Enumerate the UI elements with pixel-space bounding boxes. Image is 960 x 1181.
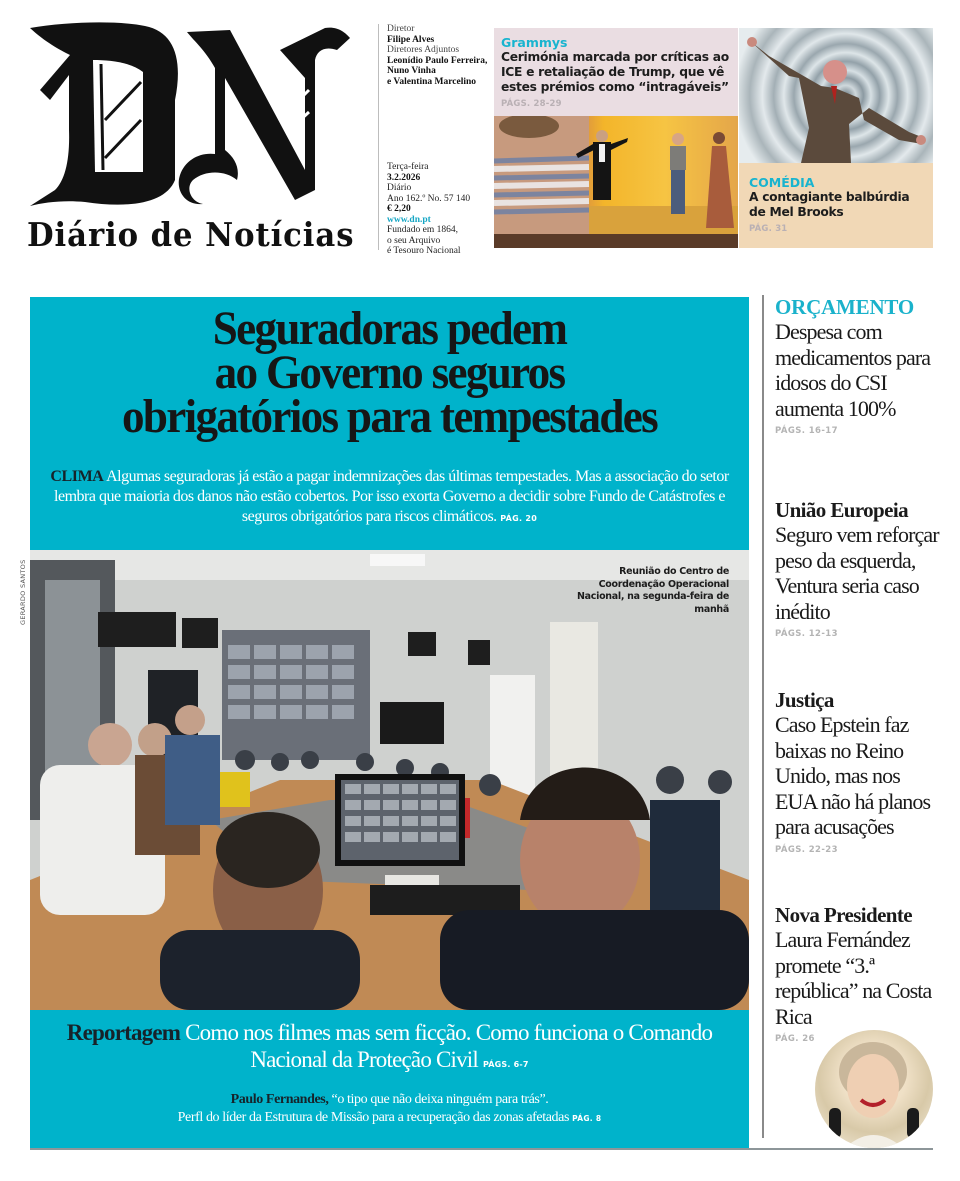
lead-headline-line-3: obrigatórios para tempestades [122, 390, 657, 443]
teaser-kicker: COMÉDIA [749, 175, 815, 190]
teaser-headline: A contagiante balbúrdia de Mel Brooks [749, 190, 910, 219]
price: € 2,20 [387, 204, 411, 214]
command-center-photo [30, 550, 749, 1010]
report-text: Como nos filmes mas sem ficção. Como funciona o Comando Nacional da Proteção Civil [185, 1020, 713, 1072]
page-reference: PÁGS. 22-23 [775, 844, 838, 855]
page-reference: PÁG. 31 [749, 224, 788, 234]
frequency: Diário [387, 183, 412, 193]
teaser-kicker: Grammys [501, 35, 568, 50]
deputy-name-1: Leonídio Paulo Ferreira, [387, 55, 488, 66]
founded-line-2: o seu Arquivo [387, 235, 441, 246]
teaser-comedia[interactable] [739, 28, 933, 248]
page-reference: PÁG. 26 [775, 1034, 815, 1044]
sidebar-headline: Despesa com medicamentos para idosos do CSI aumenta 100% [775, 319, 931, 421]
teaser-headline: Cerimónia marcada por críticas ao ICE e retaliação de Trump, que vê estes prémios como “intragáveis” [501, 50, 729, 94]
report-teaser[interactable] [30, 1019, 749, 1078]
section-kicker: Reportagem [66, 1020, 181, 1045]
deputy-name-2: Nuno Vinha [387, 66, 436, 76]
comedia-photo-illustration-icon [739, 28, 933, 163]
page-reference: PÁGS. 16-17 [775, 426, 838, 436]
issue-date: 3.2.2026 [387, 172, 421, 183]
profile-name: Paulo Fernandes, [230, 1092, 329, 1107]
dn-blackletter-logo-icon [25, 20, 355, 210]
founded-line-3: é Tesouro Nacional [387, 246, 461, 256]
founded-line-1: Fundado em 1864, [387, 225, 458, 235]
meeting-room-illustration-icon [30, 550, 749, 1010]
sidebar-item-justica[interactable] [775, 688, 945, 855]
director-name: Filipe Alves [387, 34, 435, 45]
director-label: Diretor [387, 24, 415, 34]
logo-wordmark: Diário de Notícias [27, 215, 355, 254]
column-divider [762, 295, 764, 1138]
deputy-name-3: e Valentina Marcelino [387, 76, 477, 87]
sidebar-headline: Laura Fernández promete “3.ª república” na Costa Rica [775, 927, 932, 1029]
standfirst-text: Algumas seguradoras já estão a pagar indemnizações das últimas tempestades. Mas a associação do setor lembra que maioria dos danos não estão cobertos. Por isso exorta Governo a decidir sobre Fundo de Catástrofes e seguros obrigatórios para riscos climáticos. [54, 468, 729, 525]
portrait-illustration-icon [815, 1030, 933, 1148]
sidebar-kicker: Justiça [775, 688, 834, 712]
sidebar-item-uniao-europeia[interactable] [775, 498, 945, 639]
sidebar-kicker: ORÇAMENTO [775, 295, 914, 319]
page-reference: PÁG. 20 [500, 514, 538, 523]
page-reference: PÁGS. 28-29 [501, 99, 562, 109]
photo-caption: Reunião do Centro de Coordenação Operacional Nacional, na segunda-feira de manhã [577, 566, 729, 615]
deputy-label: Diretores Adjuntos [387, 45, 460, 55]
issue-number: Ano 162.º No. 57 140 [387, 193, 471, 204]
profile-teaser[interactable] [30, 1091, 749, 1128]
profile-text: Perfl do líder da Estrutura de Missão para a recuperação das zonas afetadas [177, 1110, 569, 1125]
grammys-stage-photo [494, 116, 738, 248]
teaser-grammys[interactable] [494, 28, 738, 248]
mel-brooks-photo [739, 28, 933, 163]
lead-headline [52, 302, 728, 443]
laura-fernandez-portrait [815, 1030, 933, 1148]
sidebar-headline: Seguro vem reforçar peso da esquerda, Ventura seria caso inédito [775, 522, 939, 624]
page-reference: PÁGS. 12-13 [775, 629, 838, 639]
imprint-box [378, 24, 490, 256]
masthead-logo[interactable] [25, 20, 355, 260]
sidebar-kicker: União Europeia [775, 498, 908, 522]
weekday: Terça-feira [387, 162, 429, 172]
lead-headline-line-2: ao Governo seguros [214, 346, 565, 399]
section-kicker: CLIMA [50, 468, 104, 485]
sidebar-headline: Caso Epstein faz baixas no Reino Unido, mas nos EUA não há planos para acusações [775, 712, 931, 839]
lead-story[interactable] [30, 297, 749, 1150]
website-link[interactable]: www.dn.pt [387, 214, 431, 225]
grammys-photo-illustration-icon [494, 116, 738, 248]
sidebar-kicker: Nova Presidente [775, 903, 913, 927]
sidebar-item-orcamento[interactable] [775, 295, 945, 436]
photo-credit [19, 555, 29, 625]
page-reference: PÁGS. 6-7 [482, 1060, 529, 1069]
sidebar-item-nova-presidente[interactable] [775, 903, 945, 1044]
bottom-rule [30, 1148, 933, 1150]
page-reference: PÁG. 8 [572, 1114, 602, 1123]
photo-credit-text: GERARDO SANTOS [19, 559, 27, 625]
lead-headline-line-1: Seguradoras pedem [212, 302, 567, 355]
lead-standfirst [42, 467, 737, 529]
profile-quote: “o tipo que não deixa ninguém para trás”. [331, 1092, 549, 1107]
